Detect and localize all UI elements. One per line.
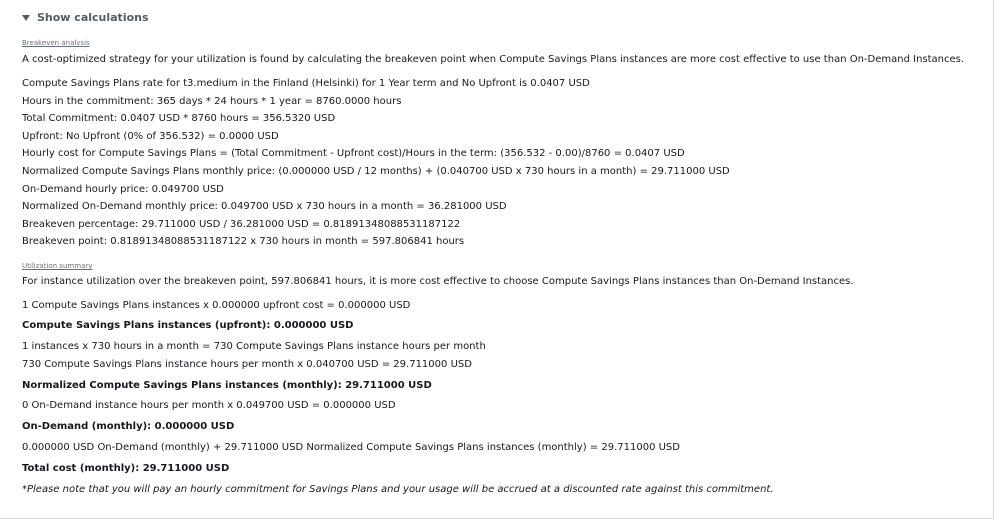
- breakeven-line: Hourly cost for Compute Savings Plans = (Total Commitment - Upfront cost)/Hours in the term: (356.532 - 0.00)/8760 = 0.0407 USD: [22, 148, 685, 159]
- utilization-summary-heading: Utilization summary: [22, 262, 93, 270]
- monthly-calculation: 730 Compute Savings Plans instance hours per month x 0.040700 USD = 29.711000 USD: [22, 359, 472, 370]
- upfront-calculation: 1 Compute Savings Plans instances x 0.000000 upfront cost = 0.000000 USD: [22, 300, 411, 311]
- monthly-total: Normalized Compute Savings Plans instances (monthly): 29.711000 USD: [22, 380, 432, 391]
- caret-down-icon: [22, 15, 30, 21]
- savings-plans-note: *Please note that you will pay an hourly commitment for Savings Plans and your usage will be accrued at a discounted rate against this commitment.: [22, 484, 774, 495]
- breakeven-line: Upfront: No Upfront (0% of 356.532) = 0.0000 USD: [22, 131, 279, 142]
- show-calculations-toggle[interactable]: [22, 11, 149, 24]
- breakeven-line: Normalized Compute Savings Plans monthly price: (0.000000 USD / 12 months) + (0.040700 USD x 730 hours in a month) = 29.711000 USD: [22, 166, 730, 177]
- breakeven-line: Total Commitment: 0.0407 USD * 8760 hours = 356.5320 USD: [22, 113, 336, 124]
- breakeven-line: Hours in the commitment: 365 days * 24 hours * 1 year = 8760.0000 hours: [22, 96, 402, 107]
- hours-calculation: 1 instances x 730 hours in a month = 730 Compute Savings Plans instance hours per month: [22, 341, 486, 352]
- breakeven-line: Normalized On-Demand monthly price: 0.049700 USD x 730 hours in a month = 36.281000 USD: [22, 201, 507, 212]
- on-demand-calculation: 0 On-Demand instance hours per month x 0.049700 USD = 0.000000 USD: [22, 400, 396, 411]
- total-calculation: 0.000000 USD On-Demand (monthly) + 29.711000 USD Normalized Compute Savings Plans instances (monthly) = 29.711000 USD: [22, 442, 680, 453]
- breakeven-intro: A cost-optimized strategy for your utilization is found by calculating the breakeven point when Compute Savings Plans instances are more cost effective to use than On-Demand Instances.: [22, 54, 965, 65]
- breakeven-analysis-heading: Breakeven analysis: [22, 39, 90, 47]
- utilization-intro: For instance utilization over the breakeven point, 597.806841 hours, it is more cost effective to choose Compute Savings Plans instances than On-Demand Instances.: [22, 276, 854, 287]
- total-cost: Total cost (monthly): 29.711000 USD: [22, 463, 230, 474]
- breakeven-line: On-Demand hourly price: 0.049700 USD: [22, 184, 224, 195]
- breakeven-line: Breakeven point: 0.81891348088531187122 x 730 hours in month = 597.806841 hours: [22, 236, 465, 247]
- on-demand-total: On-Demand (monthly): 0.000000 USD: [22, 421, 235, 432]
- breakeven-line: Compute Savings Plans rate for t3.medium in the Finland (Helsinki) for 1 Year term and No Upfront is 0.0407 USD: [22, 78, 590, 89]
- breakeven-line: Breakeven percentage: 29.711000 USD / 36.281000 USD = 0.81891348088531187122: [22, 219, 461, 230]
- show-calculations-label: Show calculations: [37, 11, 149, 24]
- upfront-total: Compute Savings Plans instances (upfront): 0.000000 USD: [22, 320, 354, 331]
